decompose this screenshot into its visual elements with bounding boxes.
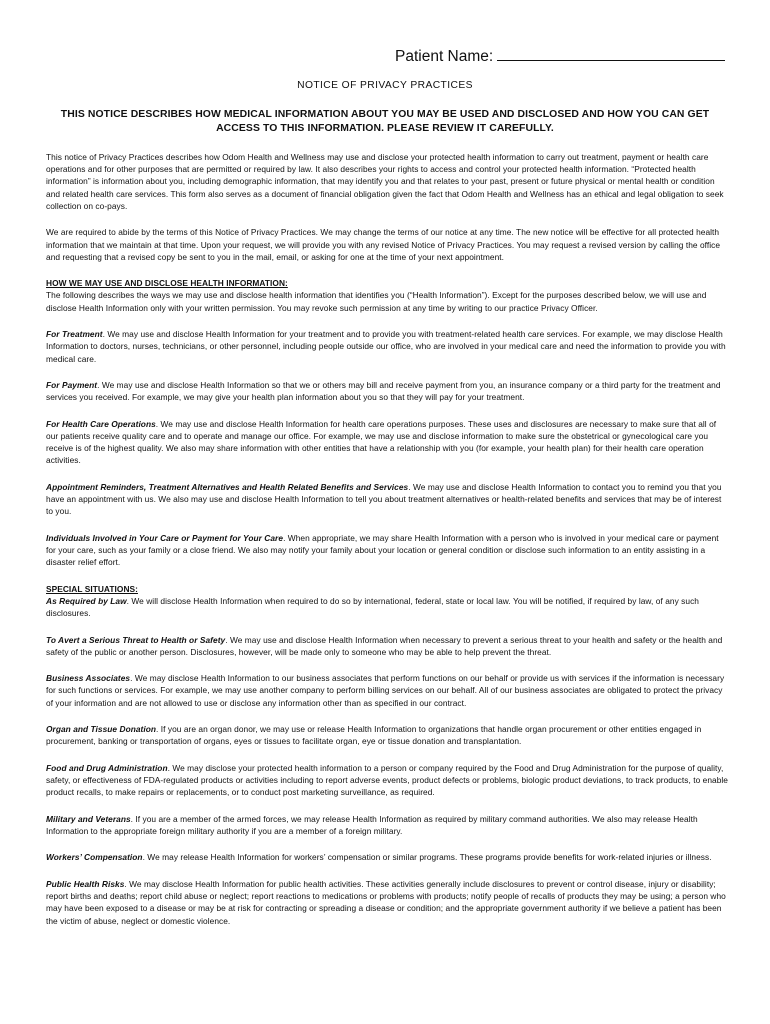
list-item xyxy=(46,813,729,837)
item-lead: Workers’ Compensation xyxy=(46,852,143,863)
section-heading: HOW WE MAY USE AND DISCLOSE HEALTH INFORMATION: xyxy=(46,278,288,289)
item-lead: For Health Care Operations xyxy=(46,418,156,429)
notice-headline: THIS NOTICE DESCRIBES HOW MEDICAL INFORMATION ABOUT YOU MAY BE USED AND DISCLOSED AND HOW YOU CAN GET ACCESS TO THIS INFORMATION. PLEASE REVIEW IT CAREFULLY. xyxy=(60,109,710,134)
item-lead: To Avert a Serious Threat to Health or Safety xyxy=(46,634,226,645)
list-item xyxy=(46,481,729,518)
item-text: . We may use and disclose Health Information for your treatment and to provide you with treatment-related health care services. For example, we may disclose Health Information to doctors, nurses, technicians, or other personnel, including people outside our office, who are involved in your medical care and need the information to provide you with medical care. xyxy=(46,329,726,364)
item-lead: For Treatment xyxy=(46,329,103,340)
item-text: . We may use and disclose Health Information for health care operations purposes. These uses and disclosures are necessary to make sure that all of our patients receive quality care and to operate and manage our office. For example, we may use and disclose information to make sure the obstetrical or gynecological care you receive is of the highest quality. We also may share information with other entities that have a relationship with you (for example, your health plan) for their health care operation activities. xyxy=(46,418,717,466)
item-text: . When appropriate, we may share Health Information with a person who is involved in your medical care or payment for your care, such as your family or a close friend. We also may notify your family about your location or general condition or disclose such information to an entity assisting in a disaster relief effort. xyxy=(46,532,719,568)
list-item xyxy=(46,672,729,709)
list-item xyxy=(46,328,729,365)
item-lead: Business Associates xyxy=(46,673,131,684)
list-item xyxy=(46,634,729,658)
item-text: . We may disclose Health Information to our business associates that perform functions on our behalf or provide us with services if the information is necessary for such functions or services. For example, we may use another company to perform billing services on our behalf. All of our business associates are obligated to protect the privacy of your information and are not allowed to use or disclose any information other than as specified in our contract. xyxy=(46,673,725,708)
item-text: . We will disclose Health Information when required to do so by international, federal, state or local law. You will be notified, if required by law, of any such disclosures. xyxy=(46,595,699,619)
list-item xyxy=(46,583,729,620)
item-lead: Food and Drug Administration xyxy=(46,762,168,773)
item-text: . We may release Health Information for workers’ compensation or similar programs. These programs provide benefits for work-related injuries or illness. xyxy=(142,852,712,863)
item-lead: Individuals Involved in Your Care or Payment for Your Care xyxy=(46,532,284,543)
item-text: . If you are a member of the armed forces, we may release Health Information as required by military command authorities. We also may release Health Information to the appropriate foreign military authority if you are a member of a foreign military. xyxy=(46,813,698,836)
item-text: . We may use and disclose Health Information to contact you to remind you that you have an appointment with us. We also may use and disclose Health Information to tell you about treatment alternatives or health-related benefits and services that may be of interest to you. xyxy=(46,481,722,517)
item-text: . If you are an organ donor, we may use or release Health Information to organizations that handle organ procurement or other entities engaged in procurement, banking or transportation of organs, eyes or tissues to facilitate organ, eye or tissue donation and transplantation. xyxy=(46,724,702,747)
list-item xyxy=(46,723,729,747)
item-text: . We may disclose your protected health information to a person or company required by the Food and Drug Administration for the purpose of quality, safety, or effectiveness of FDA-regulated products or activities including to report adverse events, product defects or problems, biologic product deviations, to track products, to enable product recalls, to make repairs or replacements, or to conduct post marketing surveillance, as required. xyxy=(46,762,728,798)
item-lead: For Payment xyxy=(46,380,98,391)
intro-paragraph: This notice of Privacy Practices describes how Odom Health and Wellness may use and disclose your protected health information to carry out treatment, payment or health care operations and for other purposes that are permitted or required by law. It also describes your rights to access and control your protected health information. “Protected health information” is information about you, including demographic information, that may identify you and that relates to your past, present or future physical or mental health or condition and related health care services. This form also serves as a document of financial obligation given the fact that Odom Health and Wellness has an ethical and legal obligation to seek collection on co-pays. xyxy=(46,152,724,211)
list-item xyxy=(46,532,729,569)
item-text: . We may disclose Health Information for public health activities. These activities generally include disclosures to prevent or control disease, injury or disability; report births and deaths; report child abuse or neglect; report reactions to medications or problems with products; notify people of recalls of products they may be using; a person who may have been exposed to a disease or may be at risk for contracting or spreading a disease or condition; and the appropriate government authority if we believe a patient has been the victim of abuse, neglect or domestic violence. xyxy=(46,878,726,926)
list-item xyxy=(46,418,729,467)
notice-title: NOTICE OF PRIVACY PRACTICES xyxy=(297,80,473,91)
item-lead: Appointment Reminders, Treatment Alternatives and Health Related Benefits and Services xyxy=(46,481,409,492)
section-heading: SPECIAL SITUATIONS: xyxy=(46,583,138,594)
item-text: . We may use and disclose Health Information when necessary to prevent a serious threat to your health and safety or the health and safety of the public or another person. Disclosures, however, will be made only to someone who may be able to help prevent the threat. xyxy=(46,634,723,657)
list-item xyxy=(46,851,729,863)
item-text: . We may use and disclose Health Information so that we or others may bill and receive payment from you, an insurance company or a third party for the treatment and services you received. For example, we may give your health plan information about you so that they will pay for your treatment. xyxy=(46,380,721,403)
list-item xyxy=(46,878,729,927)
document-body xyxy=(46,151,729,941)
item-lead: Organ and Tissue Donation xyxy=(46,724,157,735)
intro-paragraph: We are required to abide by the terms of this Notice of Privacy Practices. We may change the terms of our notice at any time. The new notice will be effective for all protected health information that we maintain at that time. Upon your request, we will provide you with any revised Notice of Privacy Practices. You may request a revised version by calling the office and requesting that a revised copy be sent to you in the mail, email, or asking for one at the time of your next appointment. xyxy=(46,227,721,262)
list-item xyxy=(46,762,729,799)
list-item xyxy=(46,379,729,403)
patient-name-field xyxy=(395,46,725,66)
patient-name-blank-line[interactable] xyxy=(497,46,725,61)
uses-intro: The following describes the ways we may use and disclose health information that identifies you (“Health Information”). Except for the purposes described below, we will use and disclose Health Information only with your written permission. You may revoke such permission at any time by writing to our practice Privacy Officer. xyxy=(46,290,707,313)
uses-section xyxy=(46,277,729,314)
item-lead: As Required by Law xyxy=(46,595,127,606)
item-lead: Public Health Risks xyxy=(46,878,125,889)
patient-name-label: Patient Name: xyxy=(395,48,494,65)
item-lead: Military and Veterans xyxy=(46,813,131,824)
